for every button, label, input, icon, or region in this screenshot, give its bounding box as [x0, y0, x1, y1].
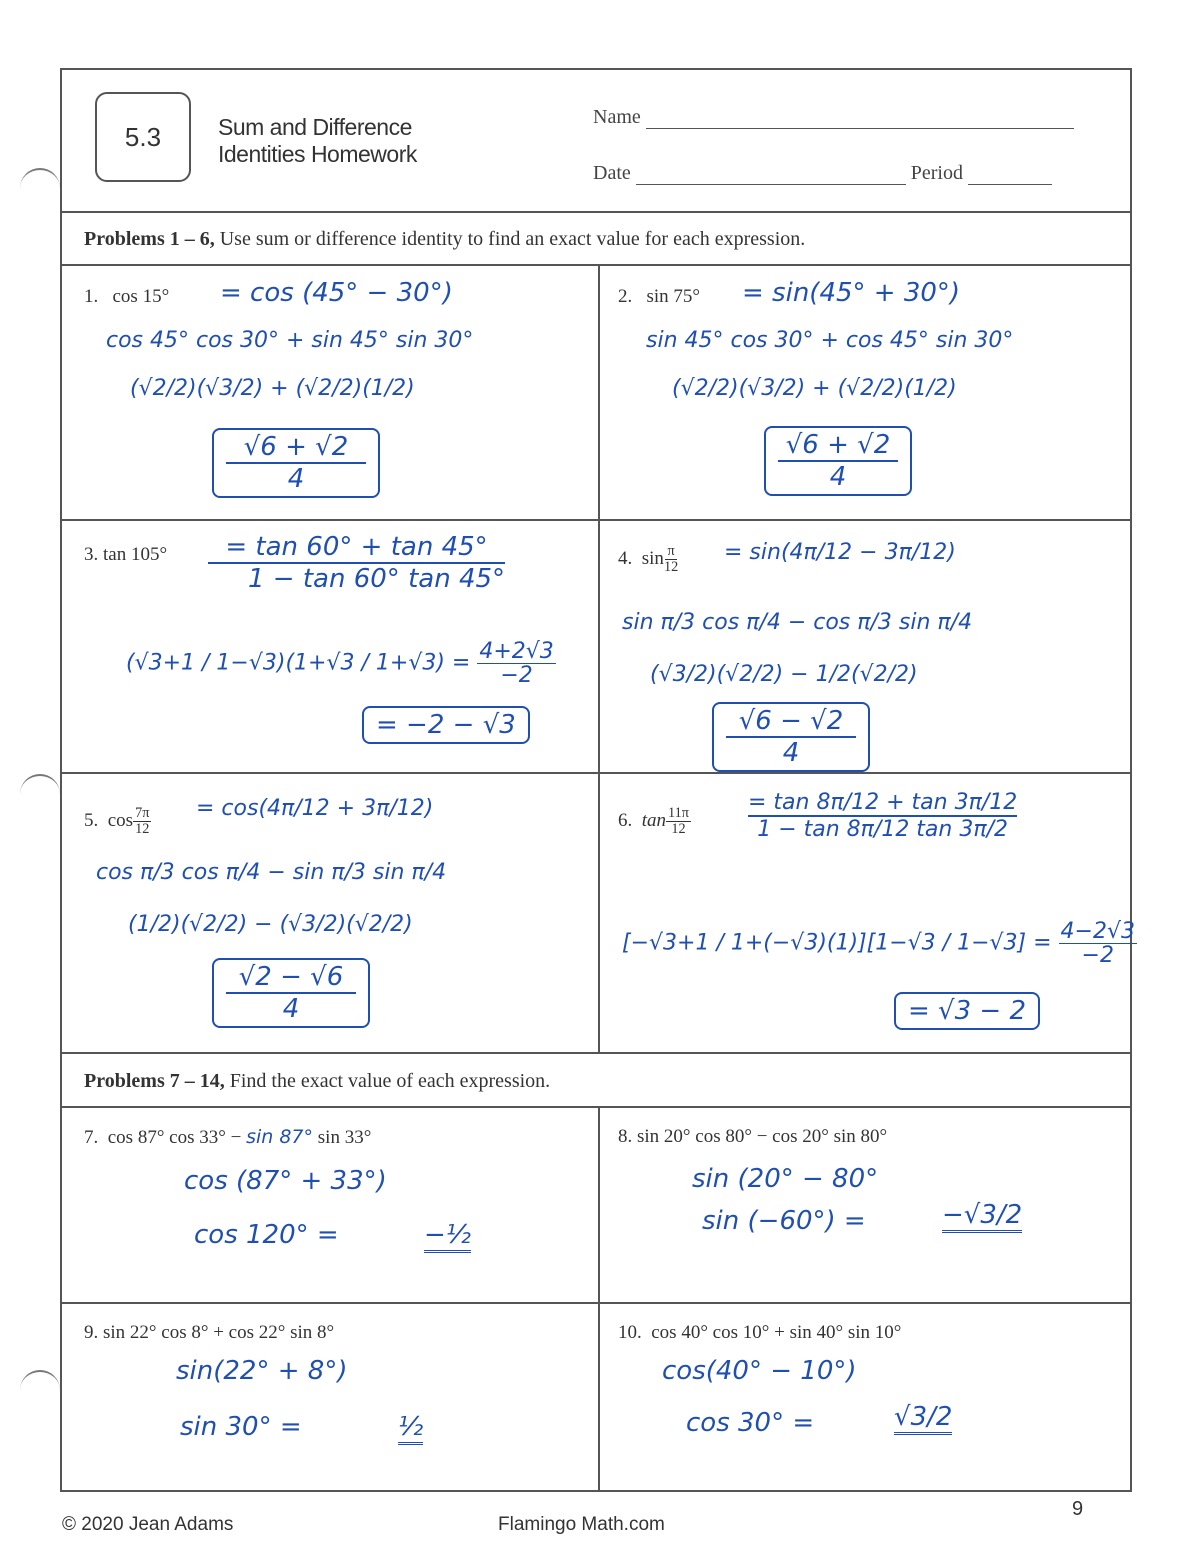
problem-6-prompt: 6. tan $\frac{11\pi}{12}$	[618, 805, 689, 837]
problem-7-prompt: 7. cos 87° cos 33° − sin 87° sin 33°	[84, 1126, 372, 1148]
problem-8-answer: −√3/2	[942, 1200, 1022, 1233]
problem-9-work-line-1: sin(22° + 8°)	[176, 1356, 348, 1386]
problem-10-work-line-2: cos 30° =	[686, 1408, 815, 1438]
grid-line	[62, 1302, 1130, 1304]
problem-8-prompt: 8. sin 20° cos 80° − cos 20° sin 80°	[618, 1126, 888, 1147]
name-field[interactable]	[593, 106, 1074, 129]
section-1-heading-text: Use sum or difference identity to find an exact value for each expression.	[214, 228, 806, 250]
grid-line	[62, 519, 1130, 521]
problem-9-answer: ½	[398, 1412, 423, 1445]
problem-7-work-line-2: cos 120° =	[194, 1220, 339, 1250]
problem-4-work-line-1: = sin(4π/12 − 3π/12)	[724, 540, 956, 565]
problem-7-answer: −½	[424, 1220, 471, 1253]
title-line-2: Identities Homework	[218, 141, 417, 167]
period-blank[interactable]	[968, 164, 1052, 185]
name-blank[interactable]	[646, 108, 1074, 129]
problem-2-work-line-3: (√2/2)(√3/2) + (√2/2)(1/2)	[672, 376, 957, 401]
problem-8-work-line-2: sin (−60°) =	[702, 1206, 866, 1236]
punch-hole-mark	[20, 774, 60, 798]
section-2-heading-bold: Problems 7 – 14,	[84, 1070, 225, 1092]
problem-6-answer: = √3 − 2	[894, 996, 1040, 1026]
problem-1-prompt: 1. cos 15°	[84, 286, 170, 307]
page-number: 9	[1072, 1498, 1084, 1520]
worksheet-title	[218, 114, 417, 168]
problem-10-work-line-1: cos(40° − 10°)	[662, 1356, 857, 1386]
name-label: Name	[593, 106, 641, 128]
problem-3-prompt: 3. tan 105°	[84, 544, 168, 565]
problem-5-prompt: 5. cos $\frac{7\pi}{12}$	[84, 805, 150, 837]
date-label: Date	[593, 162, 631, 184]
punch-hole-mark	[20, 168, 60, 192]
punch-hole-mark	[20, 1370, 60, 1394]
problem-2-answer: √6 + √2 4	[764, 426, 912, 496]
problem-6-work-line-2: [−√3+1 / 1+(−√3)(1)][1−√3 / 1−√3] = $\frac{4-2√3}{-2}$	[622, 919, 1135, 969]
problem-9-prompt: 9. sin 22° cos 8° + cos 22° sin 8°	[84, 1322, 335, 1343]
section-1-heading-bold: Problems 1 – 6,	[84, 228, 215, 250]
problem-1-work-line-2: cos 45° cos 30° + sin 45° sin 30°	[106, 328, 474, 353]
section-2-heading	[84, 1070, 550, 1093]
copyright-footer: © 2020 Jean Adams	[62, 1514, 234, 1535]
problem-1-work-line-1: = cos (45° − 30°)	[220, 278, 453, 308]
problem-10-prompt: 10. cos 40° cos 10° + sin 40° sin 10°	[618, 1322, 902, 1343]
problem-4-work-line-3: (√3/2)(√2/2) − 1/2(√2/2)	[650, 662, 918, 687]
problem-5-work-line-1: = cos(4π/12 + 3π/12)	[196, 796, 434, 821]
header-divider	[62, 211, 1130, 213]
grid-line	[598, 264, 600, 1054]
problem-2-prompt: 2. sin 75°	[618, 286, 701, 307]
problem-3-answer: = −2 − √3	[362, 710, 530, 740]
grid-line	[62, 264, 1130, 266]
problem-1-work-line-3: (√2/2)(√3/2) + (√2/2)(1/2)	[130, 376, 415, 401]
worksheet-frame	[60, 68, 1135, 1492]
problem-10-answer: √3/2	[894, 1402, 952, 1435]
problem-4-answer: √6 − √2 4	[712, 702, 870, 772]
problem-1-answer: √6 + √2 4	[212, 428, 380, 498]
period-label: Period	[910, 162, 963, 184]
grid-line	[62, 772, 1130, 774]
grid-line	[598, 1106, 600, 1492]
problem-2-work-line-1: = sin(45° + 30°)	[742, 278, 961, 308]
problem-5-work-line-2: cos π/3 cos π/4 − sin π/3 sin π/4	[96, 860, 447, 885]
problem-6-work-line-1: = tan 8π/12 + tan 3π/12 1 − tan 8π/12 tan 3π/2	[748, 790, 1018, 842]
date-field[interactable]	[593, 162, 1052, 185]
title-line-1: Sum and Difference	[218, 114, 412, 140]
problem-5-work-line-3: (1/2)(√2/2) − (√3/2)(√2/2)	[128, 912, 413, 937]
unit-number-badge: 5.3	[95, 92, 191, 182]
section-1-heading	[84, 228, 805, 251]
problem-8-work-line-1: sin (20° − 80°	[692, 1164, 879, 1194]
section-2-heading-text: Find the exact value of each expression.	[224, 1070, 551, 1092]
problem-4-prompt: 4. sin $\frac{\pi}{12}$	[618, 543, 679, 575]
date-blank[interactable]	[636, 164, 906, 185]
grid-line	[62, 1052, 1130, 1054]
problem-7-work-line-1: cos (87° + 33°)	[184, 1166, 387, 1196]
problem-5-answer: √2 − √6 4	[212, 958, 370, 1028]
grid-line	[62, 1106, 1130, 1108]
problem-3-work-line-2: (√3+1 / 1−√3)(1+√3 / 1+√3) = $\frac{4+2√3}{-2}$	[126, 639, 554, 689]
problem-2-work-line-2: sin 45° cos 30° + cos 45° sin 30°	[646, 328, 1014, 353]
site-footer: Flamingo Math.com	[498, 1514, 665, 1535]
problem-9-work-line-2: sin 30° =	[180, 1412, 302, 1442]
problem-4-work-line-2: sin π/3 cos π/4 − cos π/3 sin π/4	[622, 610, 973, 635]
problem-3-work-line-1: = tan 60° + tan 45° 1 − tan 60° tan 45°	[208, 532, 505, 594]
